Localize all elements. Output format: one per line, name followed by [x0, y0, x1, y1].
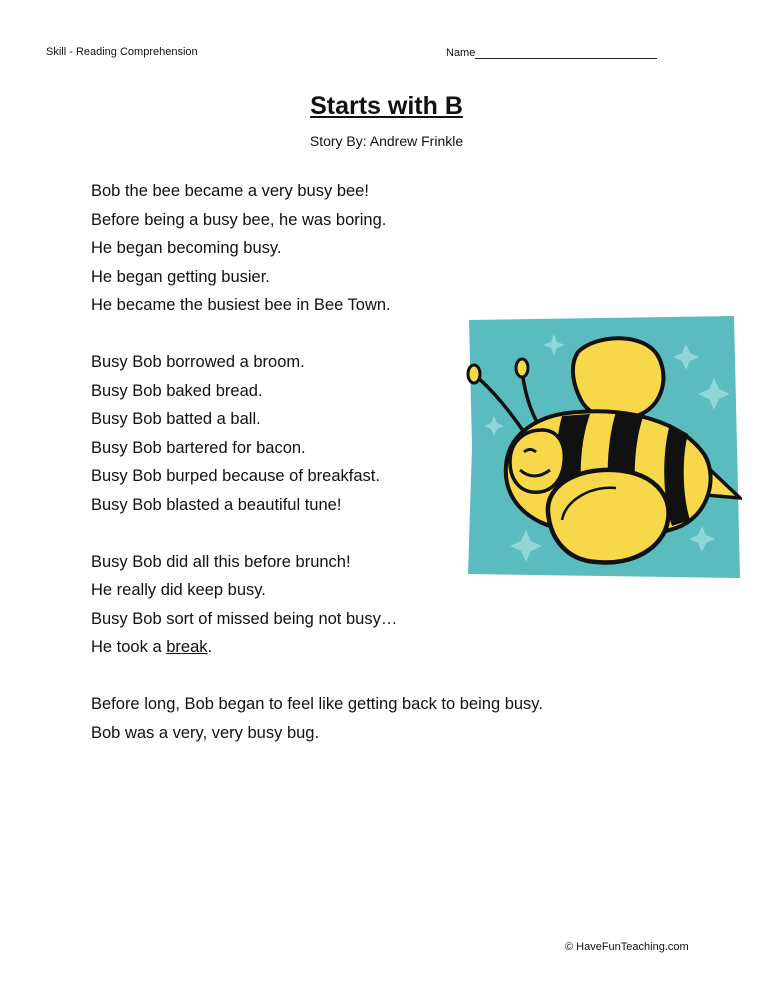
- story-line: Bob was a very, very busy bug.: [91, 723, 320, 742]
- name-field: [446, 46, 657, 59]
- story-paragraph-4: [91, 690, 651, 747]
- bee-illustration-icon: [466, 316, 742, 580]
- story-line: Busy Bob did all this before brunch!: [91, 552, 351, 571]
- story-line: Busy Bob burped because of breakfast.: [91, 467, 380, 485]
- skill-label: Skill - Reading Comprehension: [46, 46, 198, 58]
- story-line: [91, 633, 651, 662]
- story-line: He really did keep busy.: [91, 581, 266, 599]
- story-line: He began becoming busy.: [91, 239, 282, 257]
- story-line: Busy Bob borrowed a broom.: [91, 353, 305, 371]
- story-line: Bob the bee became a very busy bee!: [91, 182, 369, 200]
- story-line: Busy Bob sort of missed being not busy…: [91, 609, 398, 628]
- story-line: Busy Bob baked bread.: [91, 381, 263, 400]
- name-label: Name: [446, 47, 476, 59]
- name-blank-line: [475, 46, 657, 59]
- copyright-footer: © HaveFunTeaching.com: [565, 941, 689, 953]
- underlined-word: break: [166, 638, 208, 656]
- line-suffix: .: [207, 638, 213, 656]
- story-paragraph-1: [91, 177, 651, 320]
- story-line: Busy Bob bartered for bacon.: [91, 438, 306, 457]
- story-line: He became the busiest bee in Bee Town.: [91, 296, 391, 314]
- story-line: Busy Bob blasted a beautiful tune!: [91, 495, 342, 514]
- page-title: Starts with B: [310, 92, 463, 120]
- line-prefix: He took a: [91, 638, 167, 656]
- story-line: Before being a busy bee, he was boring.: [91, 210, 387, 229]
- story-byline: Story By: Andrew Frinkle: [309, 133, 464, 149]
- story-line: Before long, Bob began to feel like getting back to being busy.: [91, 695, 543, 713]
- story-line: He began getting busier.: [91, 267, 270, 286]
- story-line: Busy Bob batted a ball.: [91, 410, 261, 428]
